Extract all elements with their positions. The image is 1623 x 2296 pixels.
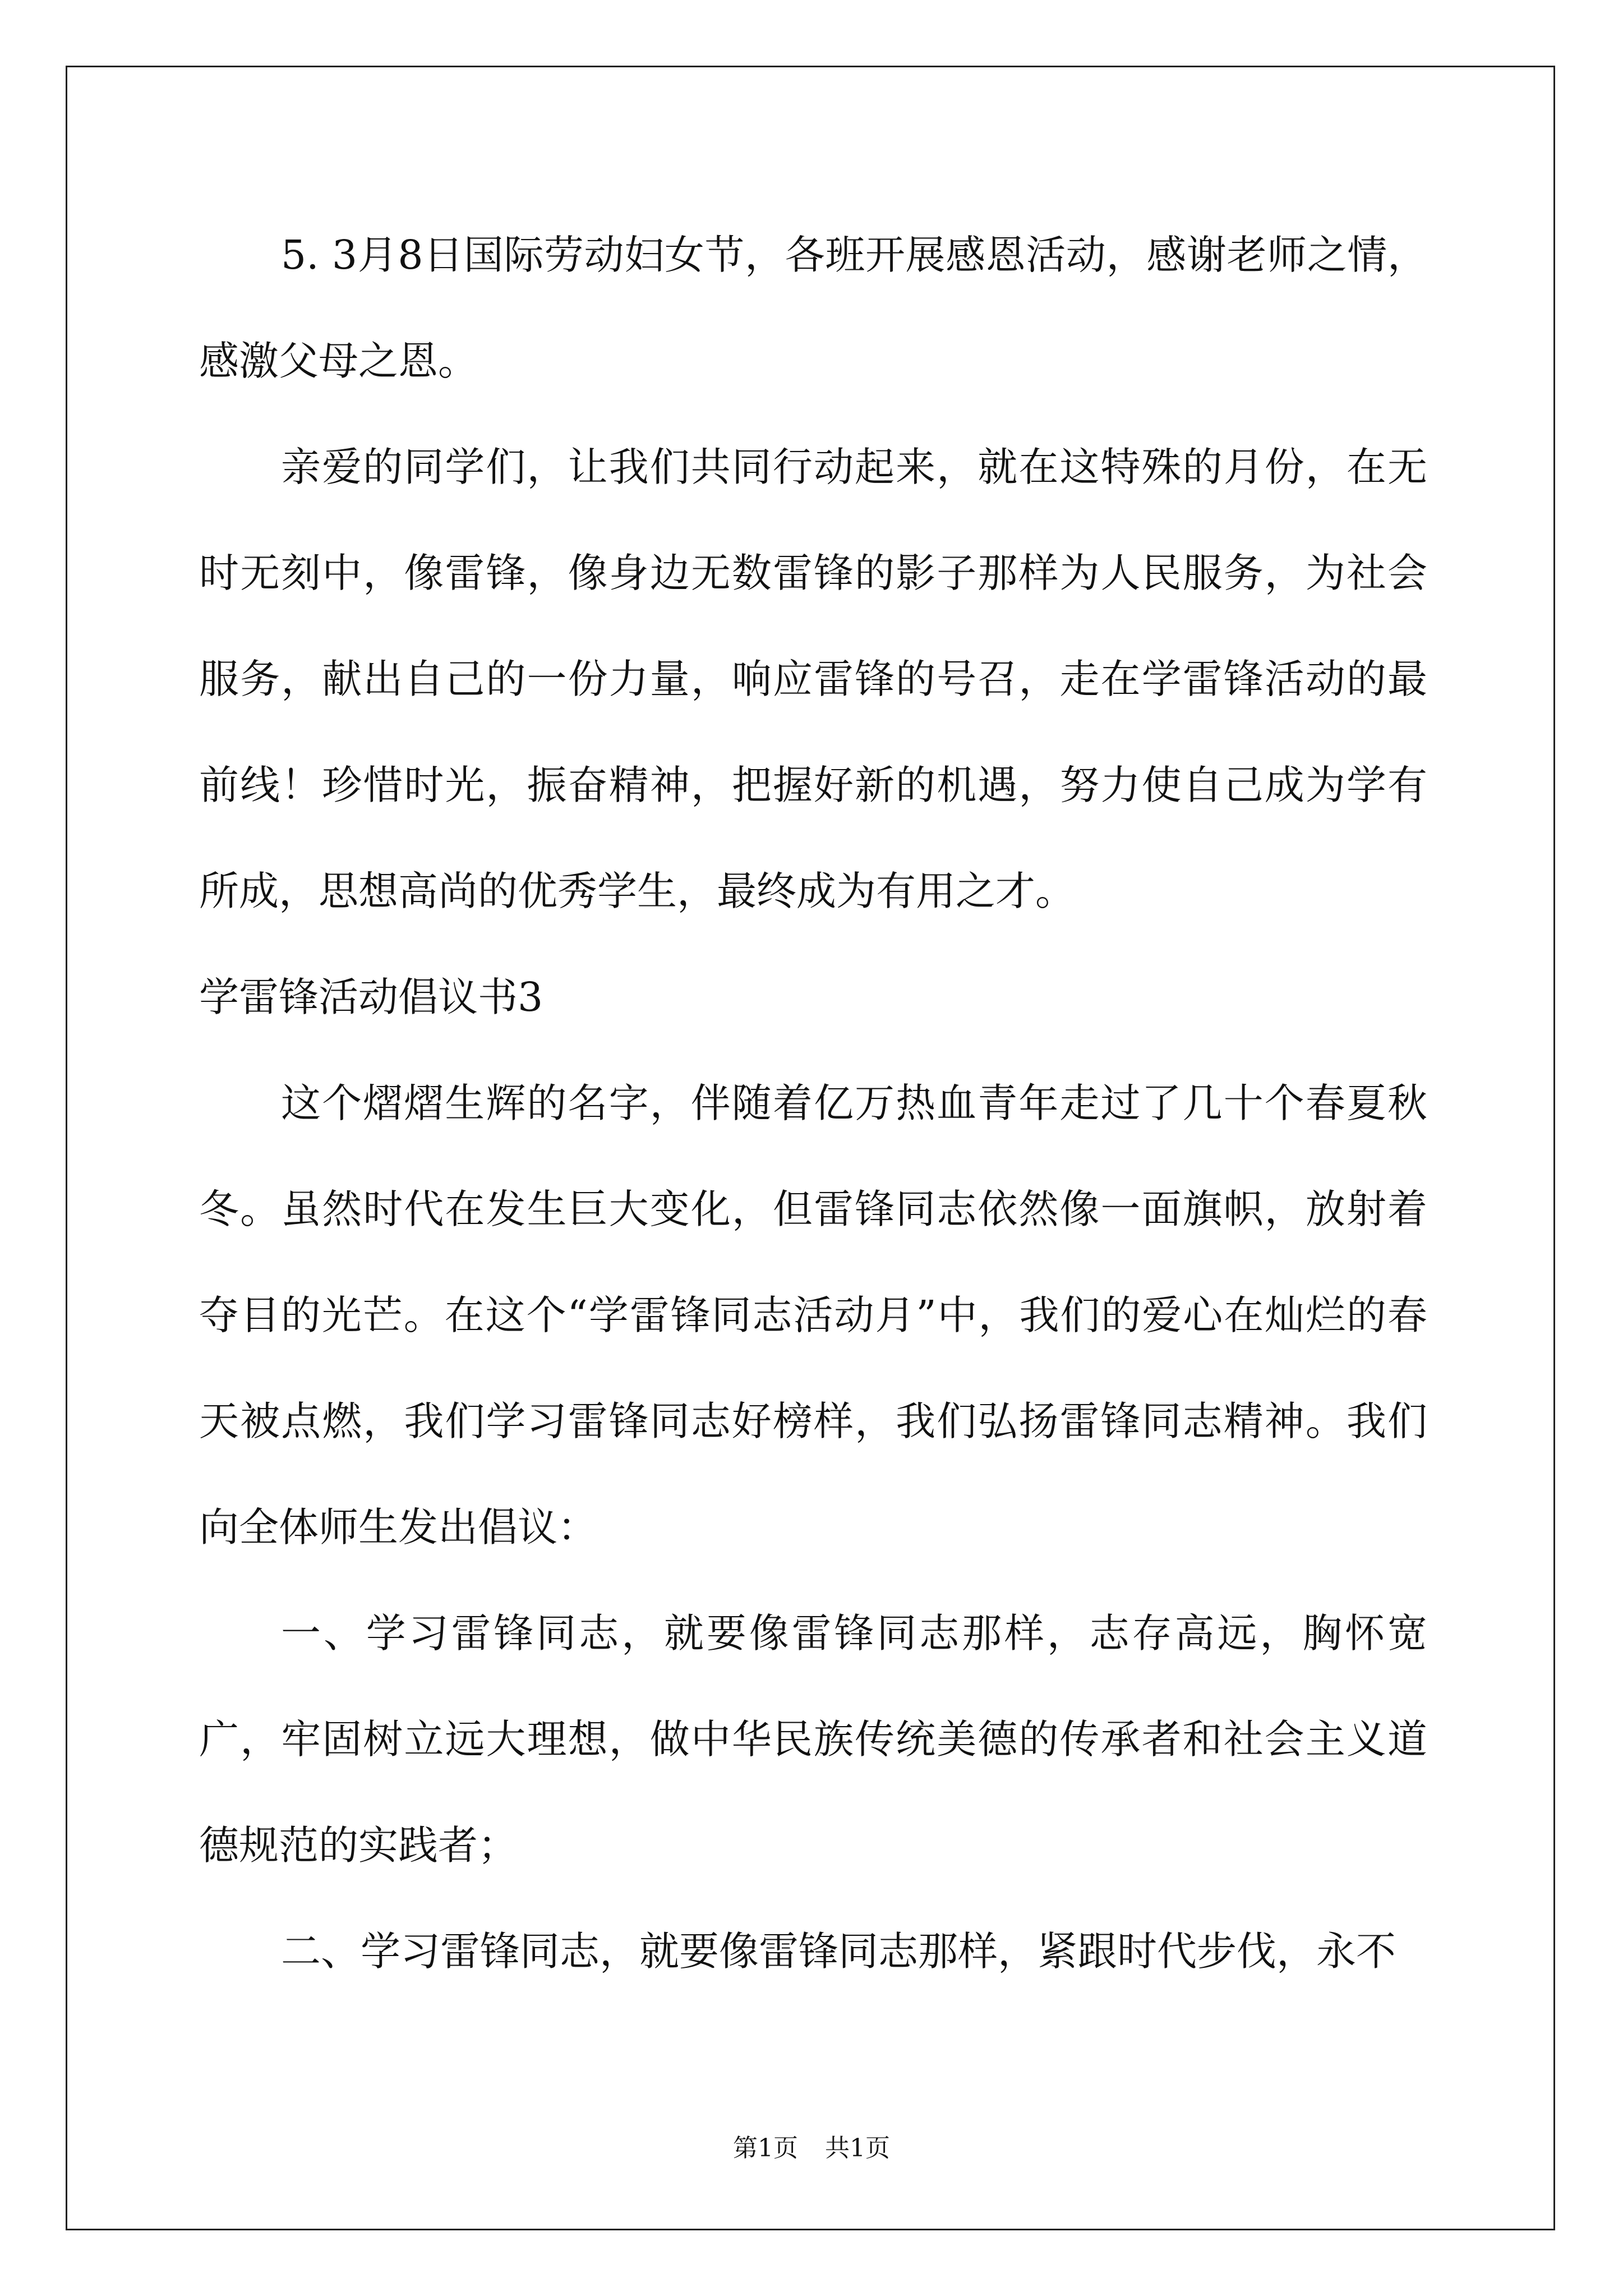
document-body [199, 202, 1427, 2004]
page-number: 第1页 [733, 2134, 798, 2162]
page-footer [0, 2132, 1623, 2165]
section-heading: 学雷锋活动倡议书3 [199, 974, 543, 1020]
page-total: 共1页 [825, 2134, 890, 2162]
paragraph-5: 二、学习雷锋同志，就要像雷锋同志那样，紧跟时代步伐，永不 [281, 1928, 1396, 1975]
paragraph-4: 一、学习雷锋同志，就要像雷锋同志那样，志存高远，胸怀宽广，牢固树立远大理想，做中华民族传统美德的传承者和社会主义道德规范的实践者； [199, 1610, 1427, 1869]
paragraph-3: 这个熠熠生辉的名字，伴随着亿万热血青年走过了几十个春夏秋冬。虽然时代在发生巨大变化，但雷锋同志依然像一面旗帜，放射着夺目的光芒。在这个“学雷锋同志活动月”中，我们的爱心在灿烂的春天被点燃，我们学习雷锋同志好榜样，我们弘扬雷锋同志精神。我们向全体师生发出倡议： [199, 1080, 1427, 1550]
paragraph-1: 5. 3月8日国际劳动妇女节，各班开展感恩活动，感谢老师之情，感激父母之恩。 [199, 232, 1427, 384]
paragraph-2: 亲爱的同学们，让我们共同行动起来，就在这特殊的月份，在无时无刻中，像雷锋，像身边无数雷锋的影子那样为人民服务，为社会服务，献出自己的一份力量，响应雷锋的号召，走在学雷锋活动的最前线！珍惜时光，振奋精神，把握好新的机遇，努力使自己成为学有所成，思想高尚的优秀学生，最终成为有用之才。 [199, 444, 1427, 914]
